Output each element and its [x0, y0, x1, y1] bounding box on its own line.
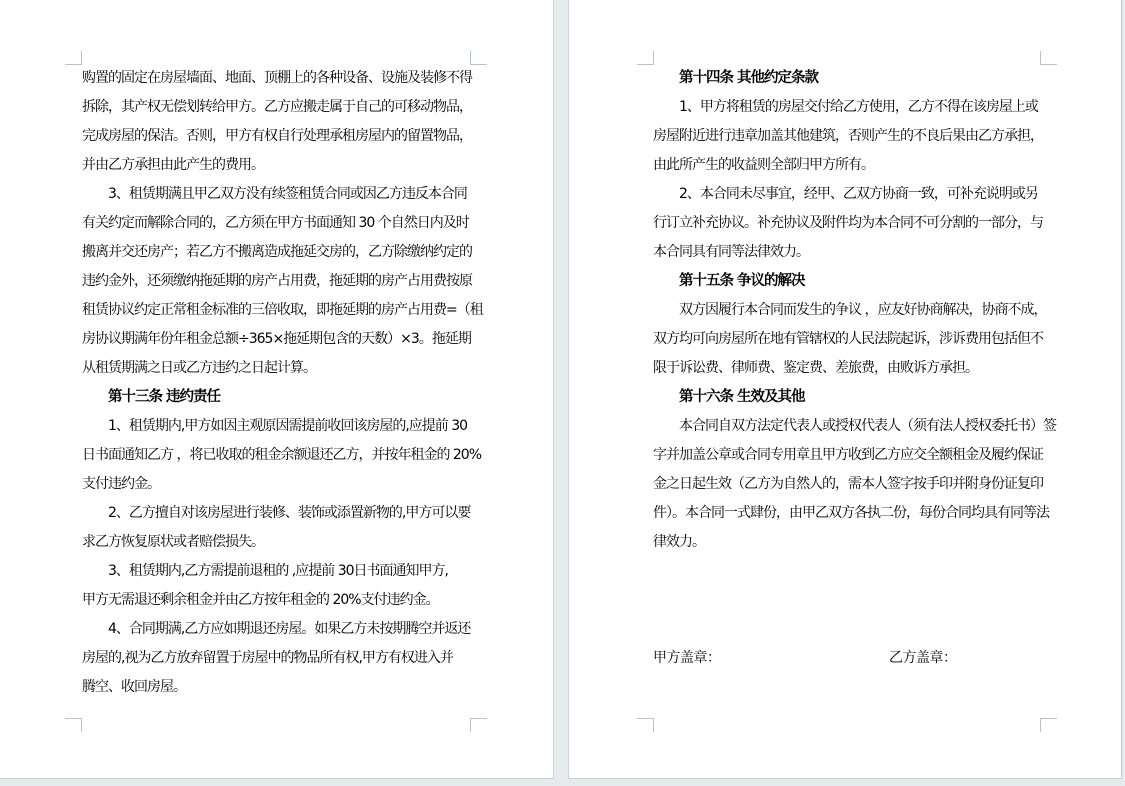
crop-mark-top-left-icon — [65, 51, 82, 65]
signature-row — [653, 644, 1045, 673]
document-line — [653, 586, 1045, 615]
document-line[interactable]: 违约金外，还须缴纳拖延期的房产占用费，拖延期的房产占用费按原 — [82, 273, 472, 289]
document-line[interactable]: 支付违约金。 — [82, 476, 160, 492]
crop-mark-bottom-left-icon — [637, 718, 654, 732]
document-line[interactable]: 金之日起生效（乙方为自然人的，需本人签字按手印并附身份证复印 — [653, 476, 1043, 492]
document-line[interactable]: 并由乙方承担由此产生的费用。 — [82, 157, 264, 173]
document-line[interactable]: 房屋附近进行违章加盖其他建筑，否则产生的不良后果由乙方承担， — [653, 128, 1043, 144]
document-line[interactable]: 有关约定而解除合同的，乙方须在甲方书面通知 30 个自然日内及时 — [82, 215, 469, 231]
document-line — [653, 557, 1045, 586]
document-line[interactable]: 3、租赁期内,乙方需提前退租的 ,应提前 30日书面通知甲方, — [108, 563, 448, 579]
crop-mark-bottom-right-icon — [1040, 718, 1057, 732]
document-line[interactable]: 件）。本合同一式肆份，由甲乙双方各执二份，每份合同均具有同等法 — [653, 505, 1049, 521]
document-line[interactable]: 行订立补充协议。补充协议及附件均为本合同不可分割的一部分，与 — [653, 215, 1043, 231]
page-1[interactable] — [0, 0, 554, 779]
document-line[interactable]: 双方均可向房屋所在地有管辖权的人民法院起诉，涉诉费用包括但不 — [653, 331, 1043, 347]
crop-mark-top-right-icon — [470, 51, 487, 65]
document-line[interactable]: 完成房屋的保洁。否则，甲方有权自行处理承租房屋内的留置物品， — [82, 128, 472, 144]
section-heading[interactable]: 第十六条 生效及其他 — [679, 389, 805, 405]
document-line[interactable]: 搬离并交还房产；若乙方不搬离造成拖延交房的，乙方除缴纳约定的 — [82, 244, 472, 260]
document-line[interactable]: 3、租赁期满且甲乙双方没有续签租赁合同或因乙方违反本合同 — [108, 186, 467, 202]
document-line[interactable]: 1、甲方将租赁的房屋交付给乙方使用，乙方不得在该房屋上或 — [679, 99, 1038, 115]
page-2-text[interactable] — [653, 64, 1056, 673]
document-line[interactable]: 本合同具有同等法律效力。 — [653, 244, 809, 260]
document-line[interactable]: 4、合同期满,乙方应如期退还房屋。如果乙方未按期腾空并返还 — [108, 621, 471, 637]
document-line[interactable]: 租赁协议约定正常租金标准的三倍收取，即拖延期的房产占用费=（租 — [82, 302, 483, 318]
document-line[interactable]: 2、乙方擅自对该房屋进行装修、装饰或添置新物的,甲方可以要 — [108, 505, 471, 521]
document-line[interactable]: 甲方无需退还剩余租金并由乙方按年租金的 20%支付违约金。 — [82, 592, 439, 608]
document-line[interactable]: 从租赁期满之日或乙方违约之日起计算。 — [82, 360, 316, 376]
document-line[interactable]: 日书面通知乙方 ，将已收取的租金余额退还乙方，并按年租金的 20% — [82, 447, 482, 463]
document-line[interactable]: 字并加盖公章或合同专用章且甲方收到乙方应交全额租金及履约保证 — [653, 447, 1043, 463]
section-heading[interactable]: 第十五条 争议的解决 — [679, 273, 805, 289]
document-line[interactable]: 本合同自双方法定代表人或授权代表人（须有法人授权委托书）签 — [679, 418, 1056, 434]
section-heading[interactable]: 第十三条 违约责任 — [108, 389, 221, 405]
document-line[interactable]: 限于诉讼费、律师费、鉴定费、差旅费，由败诉方承担。 — [653, 360, 978, 376]
crop-mark-top-left-icon — [637, 51, 654, 65]
document-line[interactable]: 房协议期满年份年租金总额÷365×拖延期包含的天数）×3。拖延期 — [82, 331, 471, 347]
party-b-seal-label[interactable]: 乙方盖章： — [889, 650, 957, 666]
crop-mark-top-right-icon — [1040, 51, 1057, 65]
document-line[interactable]: 1、租赁期内,甲方如因主观原因需提前收回该房屋的,应提前 30 — [108, 418, 468, 434]
document-line[interactable]: 双方因履行本合同而发生的争议 ，应友好协商解决，协商不成， — [679, 302, 1047, 318]
page-1-text[interactable] — [82, 64, 483, 702]
crop-mark-bottom-right-icon — [470, 718, 487, 732]
crop-mark-bottom-left-icon — [65, 718, 82, 732]
party-a-seal-label[interactable]: 甲方盖章： — [653, 650, 721, 666]
document-line[interactable]: 求乙方恢复原状或者赔偿损失。 — [82, 534, 264, 550]
document-line[interactable]: 购置的固定在房屋墙面、地面、顶棚上的各种设备、设施及装修不得 — [82, 70, 472, 86]
document-line[interactable]: 律效力。 — [653, 534, 705, 550]
document-line — [653, 615, 1045, 644]
document-line[interactable]: 2、本合同未尽事宜，经甲、乙双方协商一致，可补充说明或另 — [679, 186, 1038, 202]
document-line[interactable]: 房屋的,视为乙方放弃留置于房屋中的物品所有权,甲方有权进入并 — [82, 650, 453, 666]
section-heading[interactable]: 第十四条 其他约定条款 — [679, 70, 819, 86]
document-line[interactable]: 由此所产生的收益则全部归甲方所有。 — [653, 157, 874, 173]
document-line[interactable]: 腾空、收回房屋。 — [82, 679, 186, 695]
page-2[interactable] — [568, 0, 1122, 779]
document-line[interactable]: 拆除，其产权无偿划转给甲方。乙方应搬走属于自己的可移动物品， — [82, 99, 472, 115]
